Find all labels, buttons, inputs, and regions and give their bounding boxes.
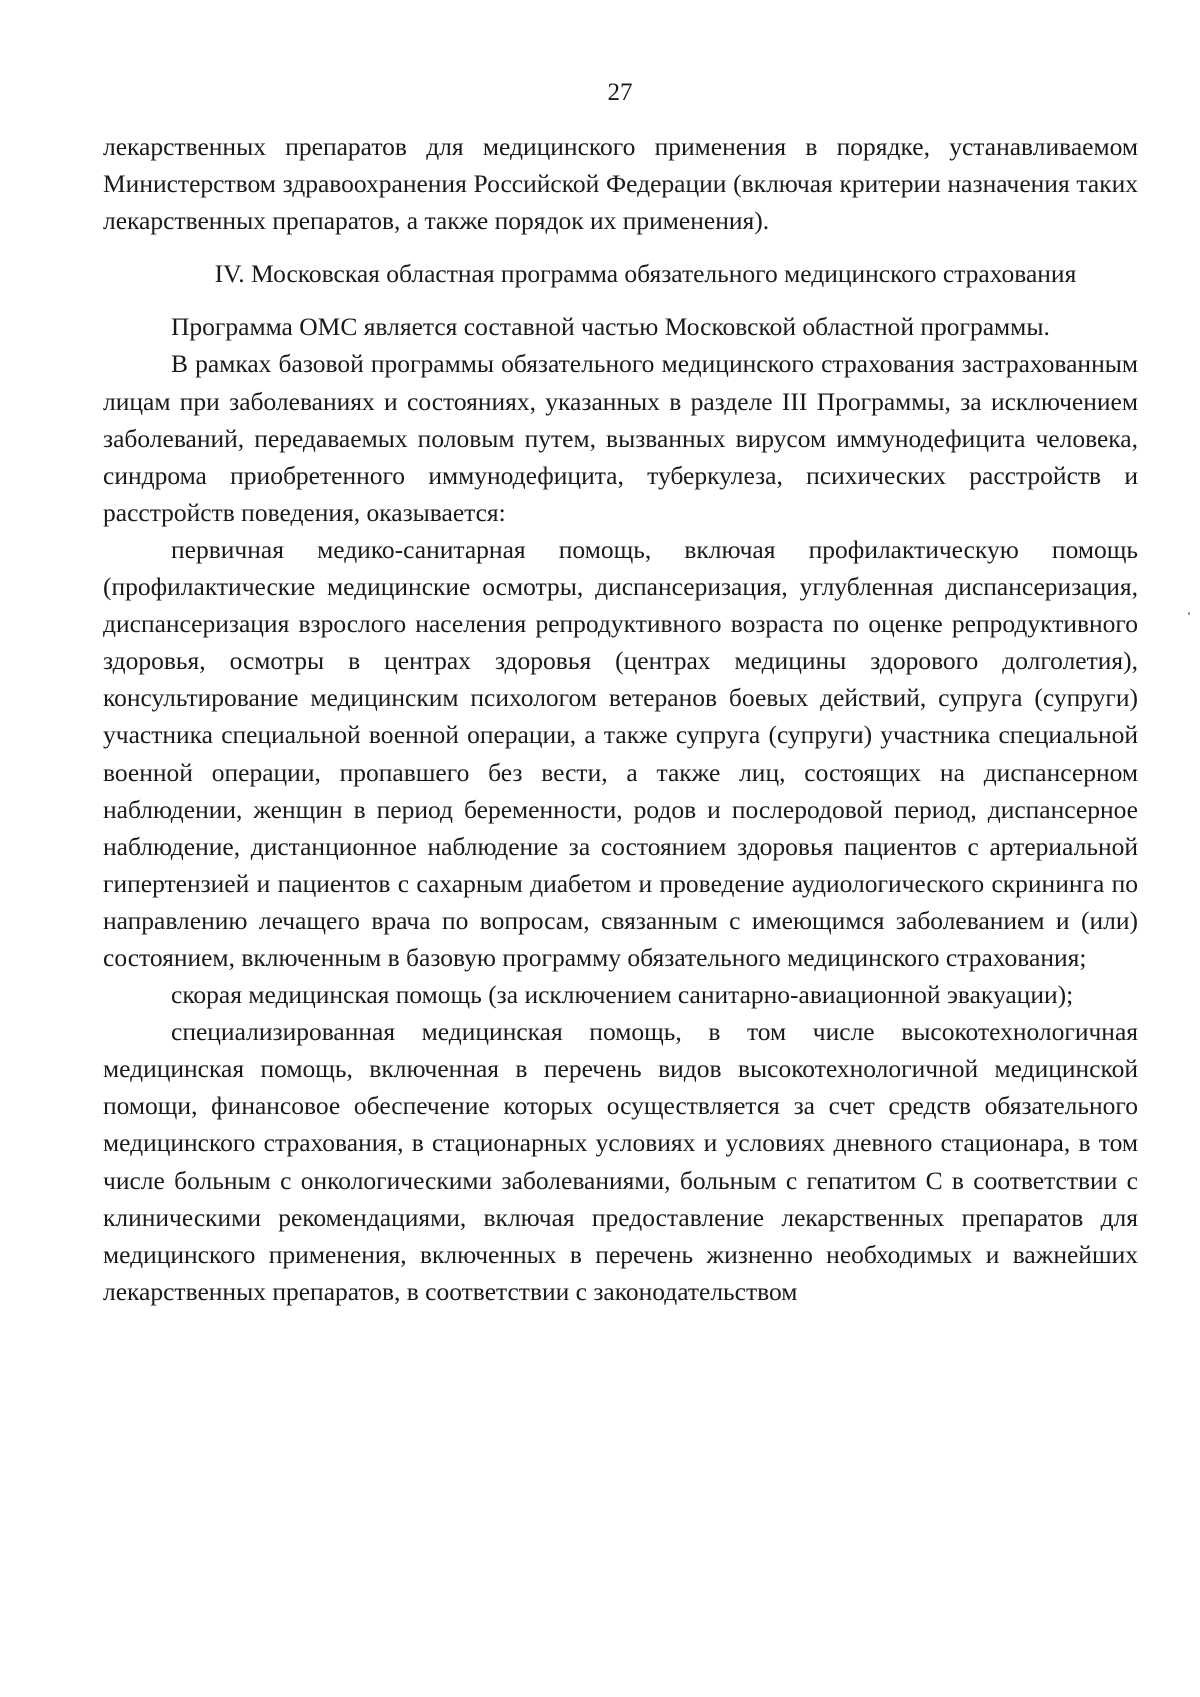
paragraph-primary-care: первичная медико-санитарная помощь, включая профилактическую помощь (профилактические медицинские осмотры, диспансеризация, углубленная диспансеризация, диспансеризация взрослого населения репродуктивного возраста по оценке репродуктивного здоровья, осмотры в центрах здоровья (центрах медицины здорового долголетия), консультирование медицинским психологом ветеранов боевых действий, супруга (супруги) участника специальной военной операции, а также супруга (супруги) участника специальной военной операции, пропавшего без вести, а также лиц, состоящих на диспансерном наблюдении, женщин в период беременности, родов и послеродовой период, диспансерное наблюдение, дистанционное наблюдение за состоянием здоровья пациентов с артериальной гипертензией и пациентов с сахарным диабетом и проведение аудиологического скрининга по направлению лечащего врача по вопросам, связанным с имеющимся заболеванием и (или) состоянием, включенным в базовую программу обязательного медицинского страхования; xyxy=(103,534,1138,972)
scan-speck xyxy=(1188,612,1190,615)
paragraph-program-oms: Программа ОМС является составной частью Московской областной программы. xyxy=(171,312,1050,342)
continuation-paragraph: лекарственных препаратов для медицинского применения в порядке, устанавливаемом Министерством здравоохранения Российской Федерации (включая критерии назначения таких лекарственных препаратов, а также порядок их применения). xyxy=(103,132,1138,236)
paragraph-specialized-care: специализированная медицинская помощь, в том числе высокотехнологичная медицинская помощь, включенная в перечень видов высокотехнологичной медицинской помощи, финансовое обеспечение которых осуществляется за счет средств обязательного медицинского страхования, в стационарных условиях и условиях дневного стационара, в том числе больным с онкологическими заболеваниями, больным с гепатитом С в соответствии с клиническими рекомендациями, включая предоставление лекарственных препаратов для медицинского применения, включенных в перечень жизненно необходимых и важнейших лекарственных препаратов, в соответствии с законодательством xyxy=(103,1017,1138,1306)
page-number: 27 xyxy=(607,79,633,106)
document-body xyxy=(103,128,1138,1310)
paragraph-basic-program-scope: В рамках базовой программы обязательного медицинского страхования застрахованным лицам при заболеваниях и состояниях, указанных в разделе III Программы, за исключением заболеваний, передаваемых половым путем, вызванных вирусом иммунодефицита человека, синдрома приобретенного иммунодефицита, туберкулеза, психических расстройств и расстройств поведения, оказывается: xyxy=(103,349,1138,527)
paragraph-emergency-care: скорая медицинская помощь (за исключением санитарно-авиационной эвакуации); xyxy=(171,980,1074,1010)
section-heading: IV. Московская областная программа обязательного медицинского страхования xyxy=(214,259,1077,289)
